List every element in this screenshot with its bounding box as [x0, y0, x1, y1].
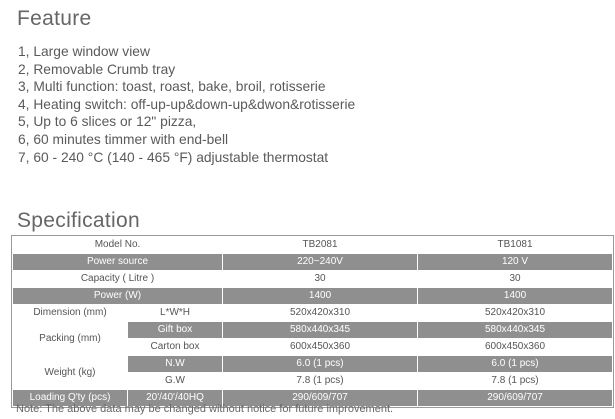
- capacity-b: 30: [418, 271, 613, 288]
- weight-gw-b: 7.8 (1 pcs): [418, 373, 613, 390]
- feature-item: 4, Heating switch: off-up-up&down-up&dwon&rotisserie: [18, 96, 356, 112]
- packing-gift-a: 580x440x345: [223, 322, 418, 339]
- feature-heading: Feature: [17, 7, 92, 30]
- power-b: 1400: [418, 288, 613, 305]
- packing-carton-a: 600x450x360: [223, 339, 418, 356]
- table-row: [13, 356, 613, 373]
- feature-item: 2, Removable Crumb tray: [18, 61, 176, 77]
- power-source-label: Power source: [13, 254, 223, 271]
- table-row: [13, 237, 613, 254]
- specification-heading: Specification: [17, 209, 140, 232]
- loading-b: 290/609/707: [418, 390, 613, 407]
- feature-item: 5, Up to 6 slices or 12" pizza,: [18, 114, 197, 130]
- weight-gw-sub: G.W: [128, 373, 223, 390]
- feature-item: 7, 60 - 240 °C (140 - 465 °F) adjustable thermostat: [18, 149, 329, 165]
- capacity-label: Capacity ( Litre ): [13, 271, 223, 288]
- power-a: 1400: [223, 288, 418, 305]
- feature-item: 1, Large window view: [18, 44, 150, 59]
- model-label-cell: Model No.: [13, 237, 223, 254]
- packing-carton-sub: Carton box: [128, 339, 223, 356]
- loading-label: Loading Q'ty (pcs): [13, 390, 128, 407]
- model-b-cell: TB1081: [418, 237, 613, 254]
- loading-a: 290/609/707: [223, 390, 418, 407]
- weight-nw-a: 6.0 (1 pcs): [223, 356, 418, 373]
- packing-gift-sub: Gift box: [128, 322, 223, 339]
- packing-gift-b: 580x440x345: [418, 322, 613, 339]
- table-row: [13, 271, 613, 288]
- feature-item: 6, 60 minutes timmer with end-bell: [18, 131, 229, 147]
- feature-item: 3, Multi function: toast, roast, bake, broil, rotisserie: [18, 79, 326, 95]
- table-row: [13, 288, 613, 305]
- footnote: Note: The above data may be changed without notice for future improvement.: [16, 403, 394, 415]
- feature-list: [18, 43, 355, 166]
- packing-carton-b: 600x450x360: [418, 339, 613, 356]
- table-row: [13, 322, 613, 339]
- specification-table: [12, 236, 613, 407]
- model-a-cell: TB2081: [223, 237, 418, 254]
- loading-sub: 20'/40'/40HQ: [128, 390, 223, 407]
- dimension-label: Dimension (mm): [13, 305, 128, 322]
- weight-nw-sub: N.W: [128, 356, 223, 373]
- weight-nw-b: 6.0 (1 pcs): [418, 356, 613, 373]
- packing-label: Packing (mm): [13, 322, 128, 356]
- dimension-b: 520x420x310: [418, 305, 613, 322]
- capacity-a: 30: [223, 271, 418, 288]
- power-source-b: 120 V: [418, 254, 613, 271]
- table-row: [13, 305, 613, 322]
- weight-gw-a: 7.8 (1 pcs): [223, 373, 418, 390]
- dimension-sub: L*W*H: [128, 305, 223, 322]
- weight-label: Weight (kg): [13, 356, 128, 390]
- power-source-a: 220~240V: [223, 254, 418, 271]
- table-row: [13, 254, 613, 271]
- dimension-a: 520x420x310: [223, 305, 418, 322]
- power-label: Power (W): [13, 288, 223, 305]
